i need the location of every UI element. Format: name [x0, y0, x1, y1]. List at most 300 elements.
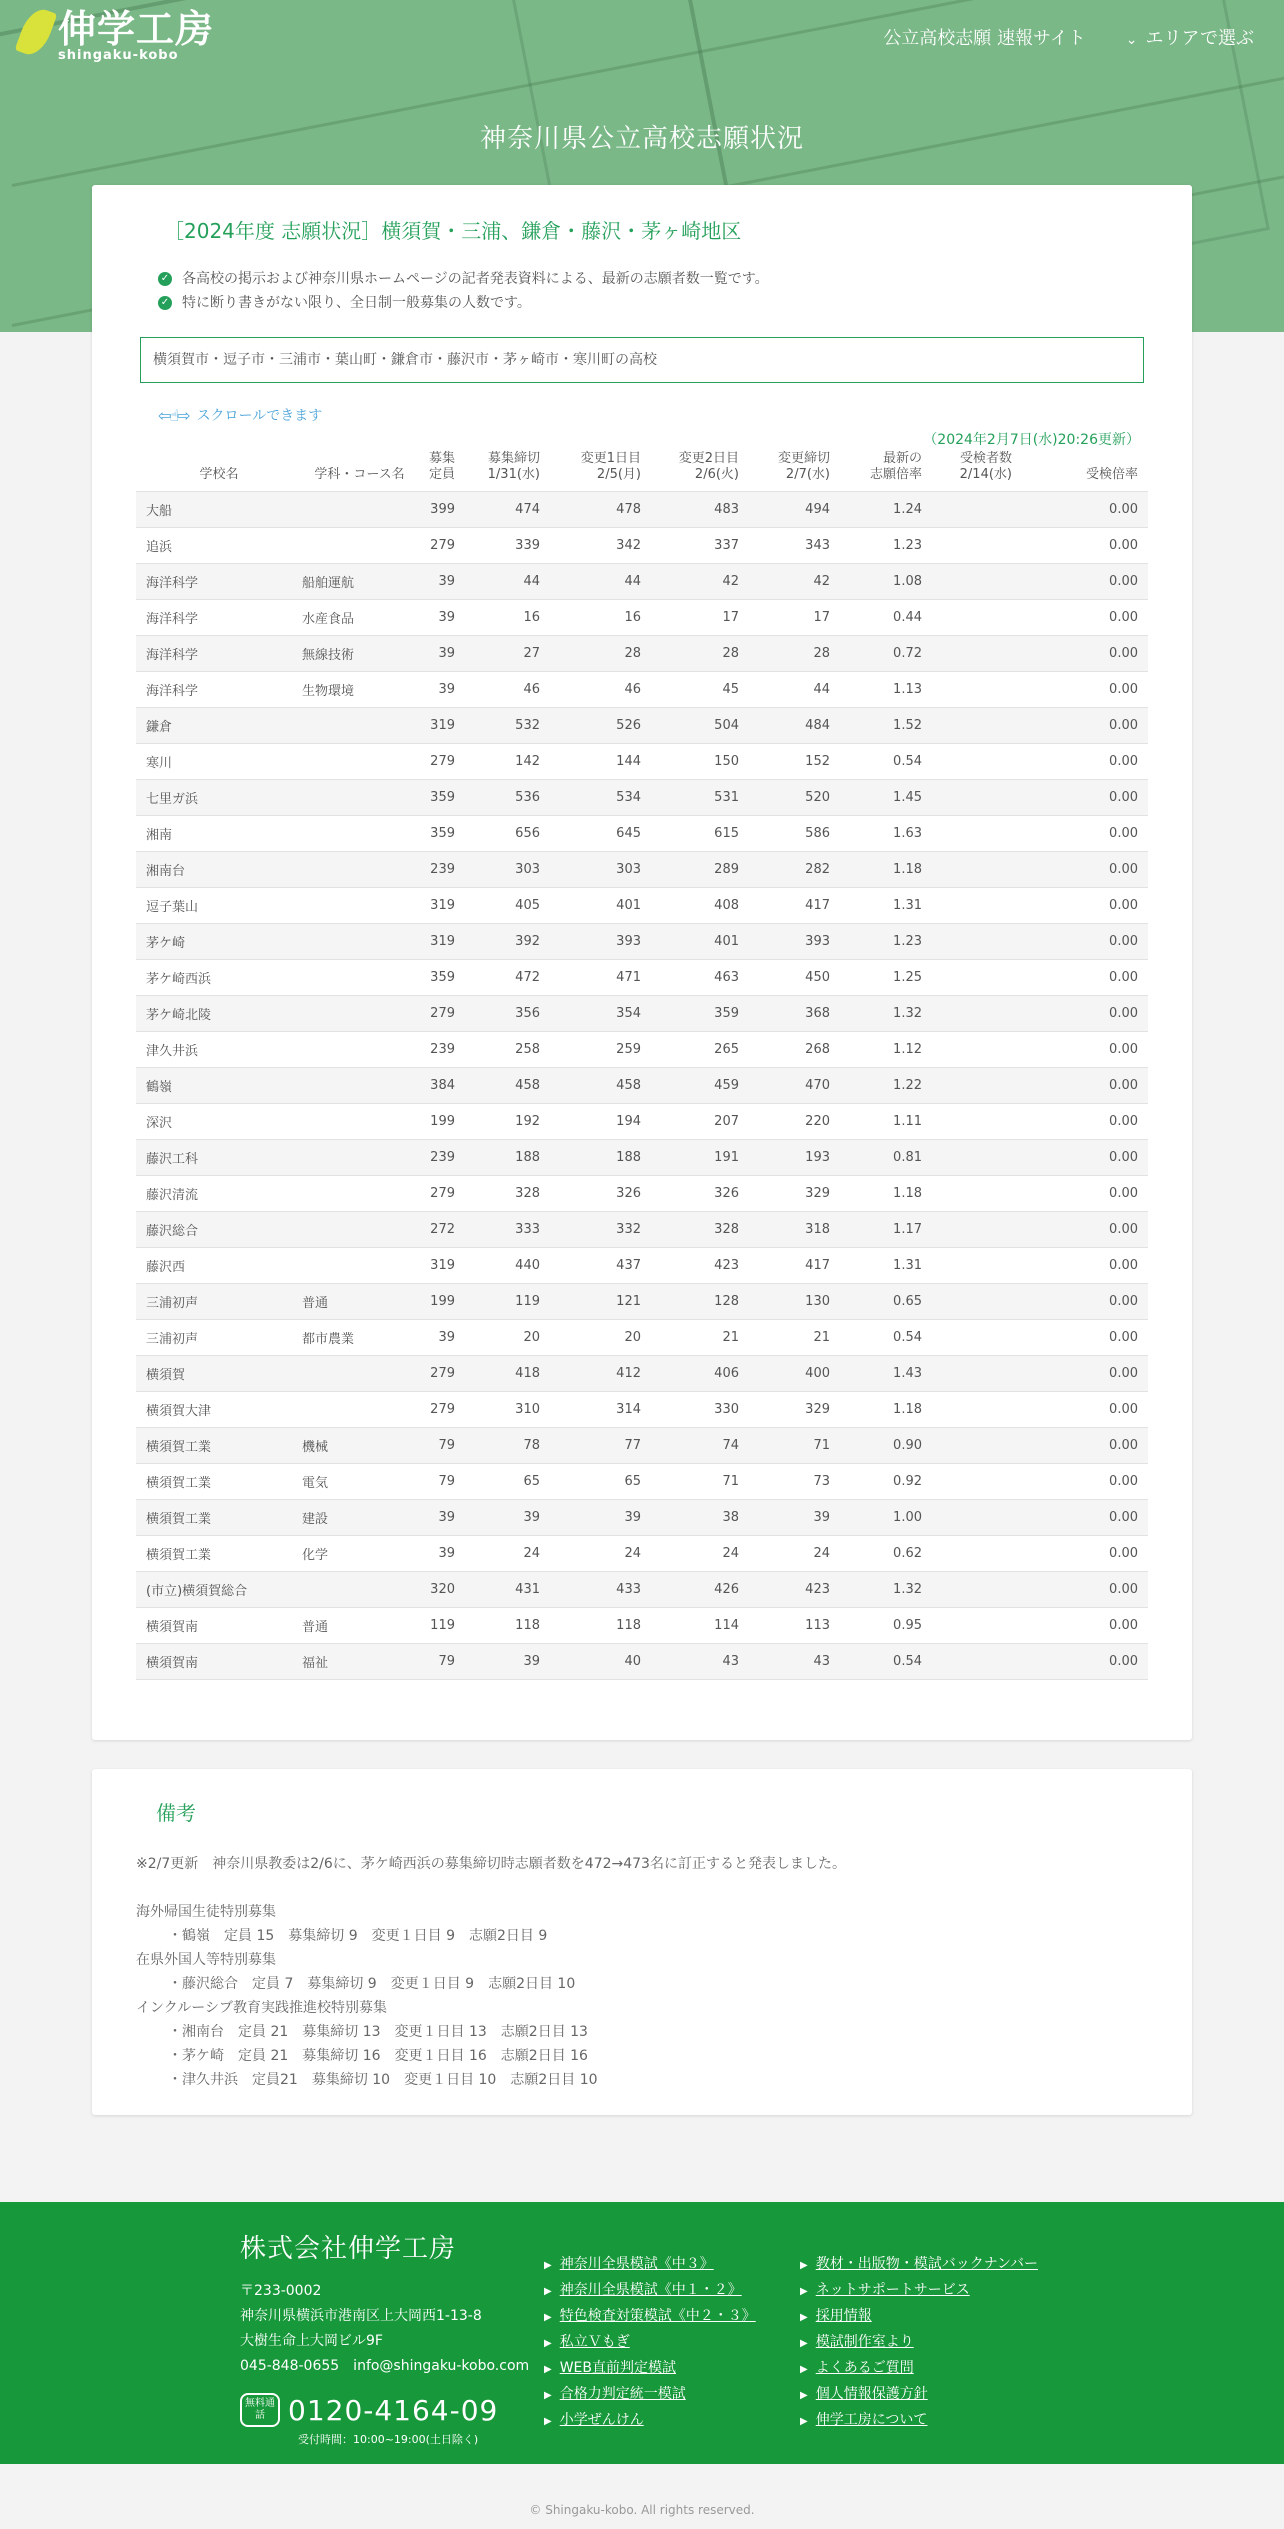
table-cell: 0.62	[893, 1546, 922, 1561]
table-cell: 0.72	[893, 646, 922, 661]
table-row	[136, 1032, 1148, 1068]
table-cell: 259	[616, 1042, 641, 1057]
table-cell: 1.00	[893, 1510, 922, 1525]
table-cell: 119	[515, 1294, 540, 1309]
table-cell: 586	[805, 826, 830, 841]
table-cell: 0.00	[1109, 1006, 1138, 1021]
table-cell: 横須賀工業	[146, 1440, 212, 1455]
table-cell: 1.25	[893, 970, 922, 985]
table-cell: 329	[805, 1402, 830, 1417]
remarks-line: ・湘南台 定員 21 募集締切 13 変更１日目 13 志願2日目 13	[168, 2024, 588, 2040]
table-cell: 504	[714, 718, 739, 733]
table-cell: 0.65	[893, 1294, 922, 1309]
footer-link[interactable]	[800, 2278, 1038, 2304]
table-cell: 319	[430, 898, 455, 913]
table-cell: 426	[714, 1582, 739, 1597]
table-cell: 普通	[302, 1296, 329, 1311]
table-cell	[932, 1140, 1022, 1176]
table-cell: 343	[805, 538, 830, 553]
table-cell: 79	[438, 1438, 455, 1453]
triangle-right-icon: ▶	[800, 2364, 808, 2375]
table-row	[136, 888, 1148, 924]
triangle-right-icon: ▶	[544, 2364, 552, 2375]
table-row	[136, 996, 1148, 1032]
column-header	[1022, 447, 1148, 492]
footer-link-label: 私立Ｖもぎ	[559, 2334, 630, 2350]
nav-area-dropdown[interactable]	[1126, 24, 1254, 50]
table-cell: 0.00	[1109, 934, 1138, 949]
scroll-hint-text: スクロールできます	[196, 408, 323, 424]
table-cell	[932, 1356, 1022, 1392]
table-cell: 1.08	[893, 574, 922, 589]
table-cell: 0.81	[893, 1150, 922, 1165]
table-cell: 茅ケ崎	[146, 936, 186, 951]
table-row	[136, 1608, 1148, 1644]
table-cell	[932, 600, 1022, 636]
table-cell: 0.00	[1109, 862, 1138, 877]
table-cell: 16	[523, 610, 540, 625]
triangle-right-icon: ▶	[544, 2338, 552, 2349]
remarks-body	[136, 1852, 846, 2092]
table-cell: 横須賀	[146, 1368, 186, 1383]
table-cell: (市立)横須賀総合	[146, 1584, 248, 1599]
table-cell: 119	[430, 1618, 455, 1633]
table-cell	[932, 1608, 1022, 1644]
table-cell: 440	[515, 1258, 540, 1273]
table-cell: 0.54	[893, 1330, 922, 1345]
table-cell	[932, 1392, 1022, 1428]
site-footer	[0, 2202, 1284, 2464]
footer-link[interactable]	[544, 2356, 756, 2382]
table-cell: 384	[430, 1078, 455, 1093]
postal-code: 〒233-0002	[240, 2283, 322, 2299]
table-cell: 24	[813, 1546, 830, 1561]
table-cell: 38	[722, 1510, 739, 1525]
table-cell: 406	[714, 1366, 739, 1381]
table-cell: 356	[515, 1006, 540, 1021]
table-cell: 330	[714, 1402, 739, 1417]
table-cell: 海洋科学	[146, 684, 199, 699]
table-cell: 0.00	[1109, 1510, 1138, 1525]
footer-link[interactable]	[800, 2408, 1038, 2434]
column-header	[136, 447, 302, 492]
table-cell: 寒川	[146, 756, 173, 771]
free-dial-badge: 無料通話	[240, 2393, 280, 2427]
table-cell: 199	[430, 1294, 455, 1309]
table-cell: 1.43	[893, 1366, 922, 1381]
table-cell: 114	[714, 1618, 739, 1633]
table-cell: 藤沢西	[146, 1260, 186, 1275]
footer-link[interactable]	[544, 2304, 756, 2330]
table-cell: 1.18	[893, 862, 922, 877]
table-cell: 39	[438, 1510, 455, 1525]
table-cell: 建設	[302, 1512, 329, 1527]
table-cell: 326	[616, 1186, 641, 1201]
column-header-line1: 募集締切	[487, 451, 540, 466]
table-row	[136, 1212, 1148, 1248]
table-cell: 458	[616, 1078, 641, 1093]
column-header-line1: 学科・コース名	[314, 467, 405, 482]
remarks-title: 備考	[156, 1801, 196, 1825]
table-cell: 78	[523, 1438, 540, 1453]
table-cell: 328	[515, 1186, 540, 1201]
table-cell: 405	[515, 898, 540, 913]
table-row	[136, 1392, 1148, 1428]
footer-link-label: WEB直前判定模試	[559, 2360, 676, 2376]
table-cell: 333	[515, 1222, 540, 1237]
table-cell: 144	[616, 754, 641, 769]
table-cell: 536	[515, 790, 540, 805]
table-cell: 0.00	[1109, 1582, 1138, 1597]
table-cell: 318	[805, 1222, 830, 1237]
footer-link[interactable]	[544, 2252, 756, 2278]
table-row	[136, 600, 1148, 636]
table-cell	[302, 1392, 417, 1428]
footer-link[interactable]	[800, 2330, 1038, 2356]
remarks-update-note: ※2/7更新 神奈川県教委は2/6に、茅ケ崎西浜の募集締切時志願者数を472→473名に訂正すると発表しました。	[136, 1856, 846, 1872]
table-cell: 319	[430, 1258, 455, 1273]
footer-link[interactable]	[800, 2252, 1038, 2278]
table-cell: 194	[616, 1114, 641, 1129]
table-cell	[302, 888, 417, 924]
footer-link[interactable]	[544, 2408, 756, 2434]
table-cell: 横須賀工業	[146, 1512, 212, 1527]
footer-link-label: 小学ぜんけん	[559, 2412, 644, 2428]
table-row	[136, 636, 1148, 672]
table-cell	[932, 636, 1022, 672]
column-header	[417, 447, 465, 492]
table-cell: 412	[616, 1366, 641, 1381]
table-cell: 0.00	[1109, 1294, 1138, 1309]
applicants-table[interactable]	[136, 447, 1148, 1680]
table-cell: 追浜	[146, 540, 173, 555]
table-row	[136, 1464, 1148, 1500]
table-cell	[932, 960, 1022, 996]
table-cell: 藤沢工科	[146, 1152, 199, 1167]
table-cell: 359	[430, 790, 455, 805]
table-cell: 0.00	[1109, 1438, 1138, 1453]
table-cell: 40	[624, 1654, 641, 1669]
table-row	[136, 1572, 1148, 1608]
table-cell: 359	[714, 1006, 739, 1021]
free-dial[interactable]	[240, 2393, 529, 2427]
table-row	[136, 1320, 1148, 1356]
table-cell: 319	[430, 934, 455, 949]
table-cell: 526	[616, 718, 641, 733]
footer-link[interactable]	[800, 2304, 1038, 2330]
footer-link-label: 採用情報	[815, 2308, 872, 2324]
note-text: 特に断り書きがない限り、全日制一般募集の人数です。	[182, 295, 531, 311]
table-cell	[932, 1032, 1022, 1068]
table-cell: 39	[438, 1546, 455, 1561]
remarks-line: ・鶴嶺 定員 15 募集締切 9 変更１日目 9 志願2日目 9	[168, 1928, 548, 1944]
address-line-2: 大樹生命上大岡ビル9F	[240, 2333, 383, 2349]
table-cell: 39	[438, 646, 455, 661]
table-cell: 42	[813, 574, 830, 589]
table-row	[136, 672, 1148, 708]
table-row	[136, 1068, 1148, 1104]
table-cell: 656	[515, 826, 540, 841]
table-cell	[932, 888, 1022, 924]
table-cell: 303	[515, 862, 540, 877]
table-cell: 39	[523, 1654, 540, 1669]
table-cell: 303	[616, 862, 641, 877]
table-row	[136, 1176, 1148, 1212]
table-cell: 都市農業	[302, 1332, 355, 1347]
table-cell: 319	[430, 718, 455, 733]
table-cell: 279	[430, 1186, 455, 1201]
table-cell: 1.13	[893, 682, 922, 697]
table-cell	[932, 492, 1022, 528]
table-cell: 0.00	[1109, 754, 1138, 769]
table-cell: 鶴嶺	[146, 1080, 173, 1095]
table-cell	[302, 924, 417, 960]
table-cell	[932, 1104, 1022, 1140]
table-cell: 横須賀大津	[146, 1404, 212, 1419]
table-cell	[302, 1176, 417, 1212]
table-cell: 20	[624, 1330, 641, 1345]
table-row	[136, 744, 1148, 780]
column-header	[932, 447, 1022, 492]
table-cell: 272	[430, 1222, 455, 1237]
table-cell	[302, 960, 417, 996]
table-cell	[932, 816, 1022, 852]
table-cell: 400	[805, 1366, 830, 1381]
table-cell	[302, 1068, 417, 1104]
table-cell: 279	[430, 754, 455, 769]
address-line-1: 神奈川県横浜市港南区上大岡西1-13-8	[240, 2308, 482, 2324]
nav-sokuhou-link[interactable]: 公立高校志願 速報サイト	[883, 28, 1086, 49]
note-text: 各高校の掲示および神奈川県ホームページの記者発表資料による、最新の志願者数一覧です。	[182, 271, 769, 287]
table-cell: 44	[624, 574, 641, 589]
footer-link-label: よくあるご質問	[815, 2360, 914, 2376]
column-header-line1: 変更締切	[777, 451, 830, 466]
table-cell: 472	[515, 970, 540, 985]
table-cell: 39	[438, 1330, 455, 1345]
table-cell: 279	[430, 1006, 455, 1021]
table-row	[136, 1140, 1148, 1176]
footer-link-label: 特色検査対策模試《中２・３》	[559, 2308, 756, 2324]
table-cell: 21	[722, 1330, 739, 1345]
table-cell: 28	[624, 646, 641, 661]
triangle-right-icon: ▶	[800, 2338, 808, 2349]
table-cell: 459	[714, 1078, 739, 1093]
table-cell: 39	[813, 1510, 830, 1525]
page-title: 神奈川県公立高校志願状況	[479, 124, 804, 154]
footer-link[interactable]	[544, 2382, 756, 2408]
table-cell: 450	[805, 970, 830, 985]
table-cell	[302, 1032, 417, 1068]
table-cell: 408	[714, 898, 739, 913]
table-cell	[302, 1104, 417, 1140]
table-cell: 268	[805, 1042, 830, 1057]
table-cell: 0.00	[1109, 1474, 1138, 1489]
column-header-line2: 1/31(水)	[487, 467, 540, 482]
table-cell: 39	[624, 1510, 641, 1525]
table-cell: 46	[523, 682, 540, 697]
table-cell: 207	[714, 1114, 739, 1129]
table-cell: 横須賀工業	[146, 1548, 212, 1563]
footer-links-col2	[800, 2252, 1038, 2434]
table-cell	[932, 1284, 1022, 1320]
table-cell: 474	[515, 502, 540, 517]
table-cell	[932, 1536, 1022, 1572]
table-row	[136, 528, 1148, 564]
table-cell: 0.00	[1109, 826, 1138, 841]
table-cell	[932, 564, 1022, 600]
table-cell	[932, 780, 1022, 816]
column-header-line1: 変更1日目	[580, 451, 641, 466]
table-cell: 横須賀南	[146, 1656, 199, 1671]
copyright: © Shingaku-kobo. All rights reserved.	[529, 2503, 755, 2517]
logo-subtext: shingaku-kobo	[58, 48, 179, 63]
table-cell	[932, 1644, 1022, 1680]
table-cell: 332	[616, 1222, 641, 1237]
table-cell: 433	[616, 1582, 641, 1597]
table-cell: 船舶運航	[302, 576, 355, 591]
table-cell: 電気	[302, 1476, 329, 1491]
table-cell: 0.00	[1109, 1078, 1138, 1093]
footer-link[interactable]	[800, 2382, 1038, 2408]
table-cell: 0.00	[1109, 1654, 1138, 1669]
table-cell: 三浦初声	[146, 1332, 199, 1347]
table-cell: 401	[616, 898, 641, 913]
table-cell	[302, 852, 417, 888]
table-cell: 0.00	[1109, 970, 1138, 985]
status-card	[92, 185, 1192, 1740]
footer-link-label: 個人情報保護方針	[815, 2386, 928, 2402]
triangle-right-icon: ▶	[544, 2416, 552, 2427]
table-cell: 79	[438, 1474, 455, 1489]
table-cell: 239	[430, 1042, 455, 1057]
table-cell: 279	[430, 1402, 455, 1417]
table-cell: 417	[805, 1258, 830, 1273]
table-row	[136, 1356, 1148, 1392]
table-cell: 機械	[302, 1440, 329, 1455]
column-header-line2: 2/5(月)	[596, 467, 641, 482]
table-cell: 615	[714, 826, 739, 841]
table-cell: 大船	[146, 504, 173, 519]
site-logo[interactable]	[18, 6, 214, 63]
table-cell: 483	[714, 502, 739, 517]
table-cell: 0.00	[1109, 502, 1138, 517]
table-cell: 0.00	[1109, 574, 1138, 589]
column-header-line2: 2/6(火)	[694, 467, 739, 482]
table-cell: 423	[714, 1258, 739, 1273]
table-cell: 43	[722, 1654, 739, 1669]
triangle-right-icon: ▶	[544, 2312, 552, 2323]
leaf-icon	[18, 6, 54, 62]
footer-link[interactable]	[544, 2278, 756, 2304]
table-cell: 320	[430, 1582, 455, 1597]
table-cell: 湘南台	[146, 864, 186, 879]
region-title: ［2024年度 志願状況］横須賀・三浦、鎌倉・藤沢・茅ヶ崎地区	[164, 219, 742, 243]
footer-link-label: 伸学工房について	[815, 2412, 928, 2428]
table-cell: 0.00	[1109, 1150, 1138, 1165]
table-cell: 199	[430, 1114, 455, 1129]
footer-link-label: 神奈川全県模試《中３》	[559, 2256, 714, 2272]
table-cell: 1.63	[893, 826, 922, 841]
table-cell: 0.00	[1109, 538, 1138, 553]
table-cell: 17	[722, 610, 739, 625]
triangle-right-icon: ▶	[544, 2390, 552, 2401]
table-cell: 258	[515, 1042, 540, 1057]
table-cell	[932, 852, 1022, 888]
logo-text: 伸学工房	[58, 7, 215, 51]
table-cell: 逗子葉山	[146, 900, 199, 915]
table-row	[136, 960, 1148, 996]
note-item	[158, 267, 769, 291]
remarks-line: ・藤沢総合 定員 7 募集締切 9 変更１日目 9 志願2日目 10	[168, 1976, 576, 1992]
table-cell	[302, 528, 417, 564]
table-cell: 0.95	[893, 1618, 922, 1633]
table-cell: 192	[515, 1114, 540, 1129]
table-cell: 532	[515, 718, 540, 733]
table-cell: 128	[714, 1294, 739, 1309]
table-cell: 0.92	[893, 1474, 922, 1489]
table-cell: 横須賀工業	[146, 1476, 212, 1491]
footer-link[interactable]	[544, 2330, 756, 2356]
table-cell: 342	[616, 538, 641, 553]
table-cell: 118	[515, 1618, 540, 1633]
table-cell: 191	[714, 1150, 739, 1165]
table-cell: 16	[624, 610, 641, 625]
table-cell: 1.32	[893, 1582, 922, 1597]
table-cell: 359	[430, 826, 455, 841]
table-cell: 1.22	[893, 1078, 922, 1093]
table-cell: 1.45	[893, 790, 922, 805]
triangle-right-icon: ▶	[800, 2390, 808, 2401]
table-cell: 1.24	[893, 502, 922, 517]
table-cell: 65	[624, 1474, 641, 1489]
check-icon: ✓	[158, 296, 172, 310]
table-cell	[932, 1572, 1022, 1608]
table-cell: 463	[714, 970, 739, 985]
table-cell: 150	[714, 754, 739, 769]
table-cell: 27	[523, 646, 540, 661]
table-cell: 39	[438, 610, 455, 625]
table-cell: 1.11	[893, 1114, 922, 1129]
table-cell: 77	[624, 1438, 641, 1453]
table-cell: 1.31	[893, 898, 922, 913]
table-cell: 0.90	[893, 1438, 922, 1453]
table-cell	[932, 924, 1022, 960]
table-cell: 478	[616, 502, 641, 517]
table-row	[136, 1536, 1148, 1572]
table-cell: 0.00	[1109, 610, 1138, 625]
footer-link[interactable]	[800, 2356, 1038, 2382]
table-cell: 1.32	[893, 1006, 922, 1021]
table-cell	[932, 1500, 1022, 1536]
table-cell: 0.00	[1109, 1402, 1138, 1417]
table-cell: 0.00	[1109, 1258, 1138, 1273]
table-row	[136, 492, 1148, 528]
table-row	[136, 816, 1148, 852]
table-cell: 326	[714, 1186, 739, 1201]
triangle-right-icon: ▶	[800, 2312, 808, 2323]
table-cell: 0.00	[1109, 1546, 1138, 1561]
top-nav	[883, 24, 1254, 50]
nav-area-label: エリアで選ぶ	[1145, 28, 1254, 49]
table-cell: 337	[714, 538, 739, 553]
triangle-right-icon: ▶	[800, 2416, 808, 2427]
table-cell: 0.00	[1109, 1618, 1138, 1633]
column-header-line2: 2/7(水)	[785, 467, 830, 482]
table-cell: 鎌倉	[146, 720, 173, 735]
table-cell: 328	[714, 1222, 739, 1237]
table-cell: 74	[722, 1438, 739, 1453]
table-cell: 藤沢清流	[146, 1188, 199, 1203]
